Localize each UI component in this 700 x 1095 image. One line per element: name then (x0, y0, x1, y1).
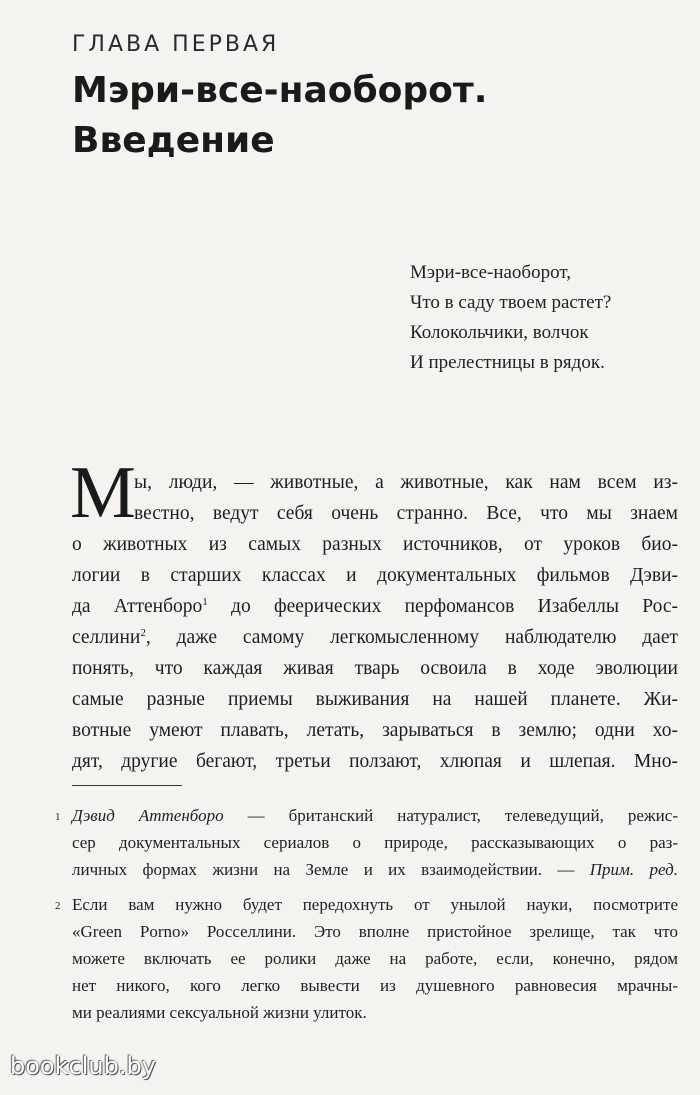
chapter-title (72, 66, 487, 166)
body-text-span: селлини (72, 627, 141, 648)
chapter-label: ГЛАВА ПЕРВАЯ (72, 32, 280, 57)
footnote-line: Если вам нужно будет передохнуть от унылой науки, посмотрите (72, 895, 678, 914)
footnote-lead: Дэвид Аттенборо (72, 806, 224, 825)
watermark-logo: bookclub.by (10, 1052, 156, 1080)
epigraph-line: Колокольчики, волчок (410, 322, 589, 343)
chapter-title-line: Мэри-все-наоборот. (72, 70, 488, 111)
footnote-line: «Green Porno» Росселлини. Это вполне пристойное зрелище, так что (72, 922, 678, 941)
footnote-line: сер документальных сериалов о природе, рассказывающих о раз- (72, 833, 678, 852)
body-line: ы, люди, — животные, а животные, как нам всем из- (134, 472, 678, 493)
footnote-editor-note: Прим. ред. (589, 860, 678, 879)
footnote-ref[interactable]: 1 (202, 596, 208, 608)
epigraph (410, 258, 670, 378)
footnotes (55, 802, 678, 1034)
footnote-line (72, 856, 678, 883)
body-text (72, 467, 678, 777)
footnote-number: 1 (55, 811, 61, 823)
body-line: дят, другие бегают, третьи ползают, хлюпая и шлепая. Мно- (72, 751, 678, 772)
body-text-span: , даже самому легкомысленному наблюдателю дает (145, 627, 678, 648)
epigraph-line: И прелестницы в рядок. (410, 352, 605, 373)
body-line: о животных из самых разных источников, от уроков био- (72, 534, 678, 555)
footnote-number: 2 (55, 900, 61, 912)
body-line: вестно, ведут себя очень странно. Все, что мы знаем (134, 503, 678, 524)
body-line (72, 622, 678, 653)
footnote (55, 891, 678, 1026)
footnote-divider (72, 785, 182, 786)
body-line: вотные умеют плавать, летать, зарываться в землю; одни хо- (72, 720, 678, 741)
body-text-span: до феерических перфомансов Изабеллы Рос- (231, 596, 678, 617)
epigraph-line: Что в саду твоем растет? (410, 292, 612, 313)
chapter-title-line: Введение (72, 120, 275, 161)
body-line: логии в старших классах и документальных фильмов Дэви- (72, 565, 678, 586)
footnote-line: можете включать ее ролики даже на работе, если, конечно, рядом (72, 949, 678, 968)
footnote-line: нет никого, кого легко вывести из душевного равновесия мрачны- (72, 976, 678, 995)
body-line (72, 591, 678, 622)
drop-cap: М (70, 452, 136, 534)
epigraph-line: Мэри-все-наоборот, (410, 262, 571, 283)
footnote-text: личных формах жизни на Земле и их взаимодействии. — (72, 860, 590, 879)
footnote (55, 802, 678, 883)
footnote-line: ми реалиями сексуальной жизни улиток. (72, 1003, 367, 1022)
body-text-span: да Аттенборо (72, 596, 203, 617)
body-line: самые разные приемы выживания на нашей планете. Жи- (72, 689, 678, 710)
footnote-text: — британский натуралист, телеведущий, режис- (223, 806, 678, 825)
body-line: понять, что каждая живая тварь освоила в ходе эволюции (72, 658, 678, 679)
footnote-ref[interactable]: 2 (140, 627, 146, 639)
footnote-line (72, 802, 678, 829)
